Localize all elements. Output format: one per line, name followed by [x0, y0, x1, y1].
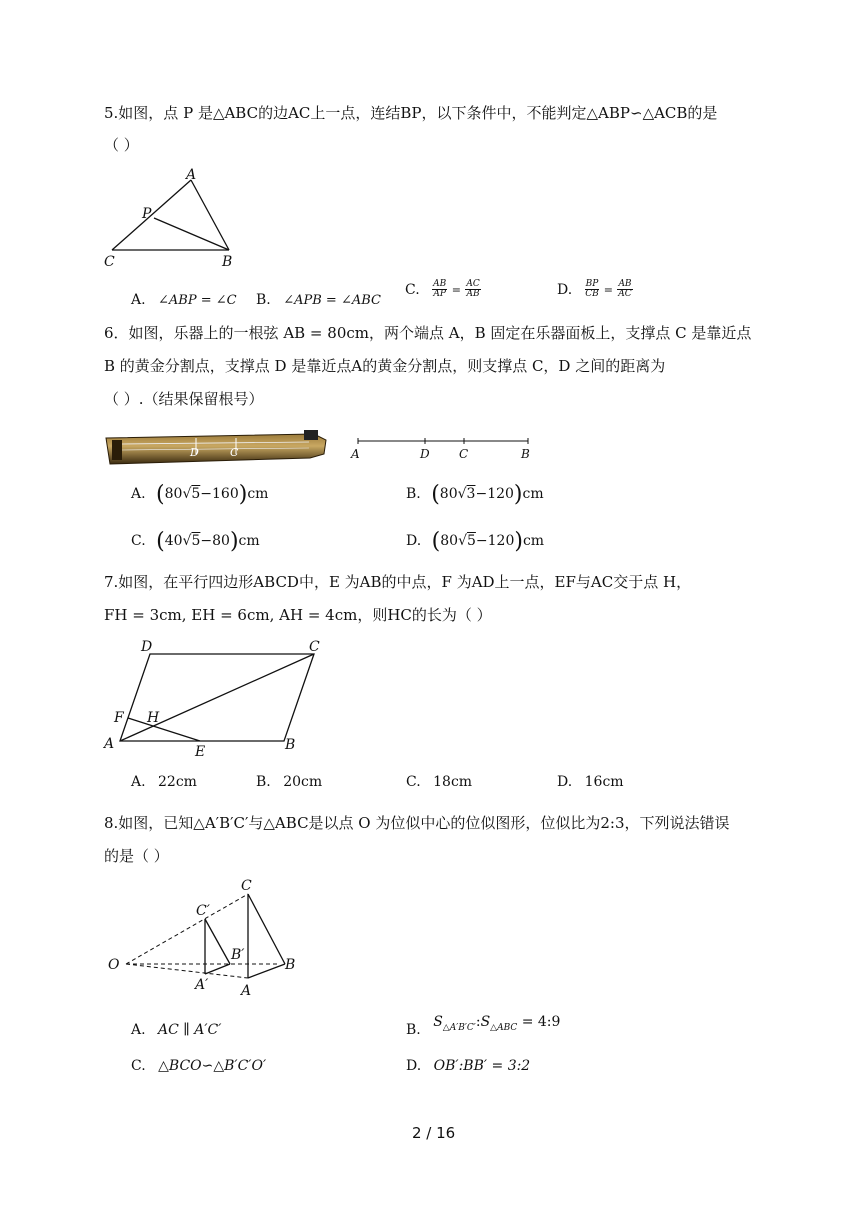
q7-label-h: H — [147, 710, 160, 726]
q8-label-c: C — [241, 878, 252, 894]
q7-option-b[interactable]: B. 20cm — [256, 774, 323, 790]
instrument-label-d: D — [190, 446, 199, 459]
q7-label-d: D — [141, 639, 153, 655]
q6-option-c[interactable]: C. (40√5−80)cm — [131, 529, 260, 554]
q8-label-o: O — [108, 957, 120, 973]
q5-option-b[interactable]: B. ∠APB = ∠ABC — [256, 292, 381, 308]
q5-label-p: P — [142, 206, 152, 222]
q7-parallelogram-figure — [100, 634, 330, 760]
q6-line-1: 6．如图，乐器上的一根弦 AB = 80cm，两个端点 A，B 固定在乐器面板上，支撑点 C 是靠近点 — [104, 324, 752, 342]
q8-option-d[interactable]: D. OB′:BB′ = 3:2 — [406, 1058, 531, 1074]
q8-label-b-prime: B′ — [231, 947, 245, 963]
q8-label-a-prime: A′ — [195, 977, 209, 993]
q5-label-a: A — [186, 167, 197, 183]
q8-line-1: 8.如图，已知△A′B′C′与△ABC是以点 O 为位似中心的位似图形，位似比为2:3，下列说法错误 — [104, 814, 730, 832]
page-number: 2 / 16 — [412, 1124, 456, 1142]
q6-line-2: B 的黄金分割点，支撑点 D 是靠近点A的黄金分割点，则支撑点 C，D 之间的距离为 — [104, 357, 666, 375]
q8-label-b: B — [285, 957, 296, 973]
q7-label-e: E — [195, 744, 206, 760]
q8-label-a: A — [241, 983, 252, 999]
q5-option-d[interactable]: D. $\frac{BP}{CB}$ = $\frac{AB}{AC}$ — [557, 279, 632, 300]
q8-line-2: 的是（ ） — [104, 847, 169, 865]
q8-homothety-figure — [100, 874, 310, 1000]
q6-line-3: （ ）.（结果保留根号） — [104, 390, 264, 408]
seg-label-c: C — [459, 447, 469, 461]
q6-option-a[interactable]: A. (80√5−160)cm — [131, 482, 269, 507]
q7-label-b: B — [285, 737, 296, 753]
q7-line-2: FH = 3cm, EH = 6cm, AH = 4cm，则HC的长为（ ） — [104, 606, 492, 624]
q6-instrument-photo — [104, 424, 330, 468]
q5-option-c[interactable]: C. $\frac{AB}{AP}$ = $\frac{AC}{AB}$ — [405, 279, 480, 300]
q5-option-a[interactable]: A. ∠ABP = ∠C — [131, 292, 237, 308]
q6-option-d[interactable]: D. (80√5−120)cm — [406, 529, 545, 554]
q7-option-c[interactable]: C. 18cm — [406, 774, 473, 790]
q5-stem: 5.如图，点 P 是△ABC的边AC上一点，连结BP，以下条件中，不能判定△ABP∽△ACB的是 — [104, 104, 718, 122]
q6-option-b[interactable]: B. (80√3−120)cm — [406, 482, 544, 507]
q8-option-a[interactable]: A. AC ∥ A′C′ — [131, 1022, 222, 1038]
q8-option-c[interactable]: C. △BCO∽△B′C′O′ — [131, 1058, 267, 1074]
seg-label-a: A — [351, 447, 360, 461]
q6-segment-figure — [344, 430, 534, 466]
q5-label-b: B — [222, 254, 233, 270]
q7-label-a: A — [104, 736, 115, 752]
q5-triangle-figure — [98, 166, 248, 274]
q7-option-d[interactable]: D. 16cm — [557, 774, 624, 790]
q7-option-a[interactable]: A. 22cm — [131, 774, 197, 790]
seg-label-d: D — [420, 447, 430, 461]
q7-label-c: C — [309, 639, 320, 655]
q7-line-1: 7.如图，在平行四边形ABCD中，E 为AB的中点，F 为AD上一点，EF与AC交于点 H， — [104, 573, 692, 591]
seg-label-b: B — [521, 447, 530, 461]
instrument-label-c: C — [230, 446, 239, 459]
q5-label-c: C — [104, 254, 115, 270]
q8-label-c-prime: C′ — [196, 903, 210, 919]
q7-label-f: F — [114, 710, 124, 726]
q8-option-b[interactable]: B. $S_{\triangle A'B'C'}:S_{\triangle ABC}$ = 4:9 — [406, 1014, 561, 1038]
q5-paren: （ ） — [104, 136, 139, 154]
